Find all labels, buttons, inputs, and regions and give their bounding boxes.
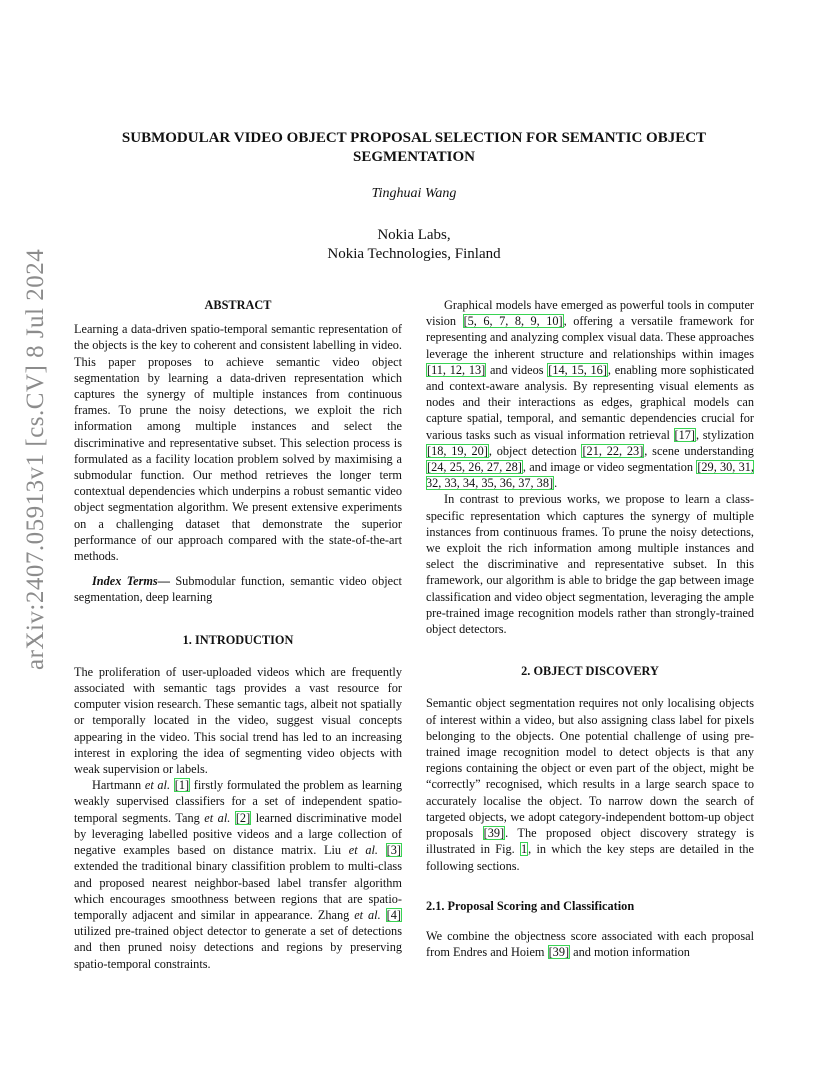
citation-link[interactable]: [5, 6, 7, 8, 9, 10]: [463, 314, 563, 329]
author-name: Tinghuai Wang: [371, 186, 457, 201]
right-column: [426, 297, 754, 960]
title-line-2: SEGMENTATION: [353, 149, 475, 165]
affiliation-line-1: Nokia Labs,: [377, 227, 451, 243]
citation-link[interactable]: [39]: [483, 826, 505, 841]
citation-link[interactable]: [1]: [174, 778, 190, 793]
citation-link[interactable]: [21, 22, 23]: [582, 443, 644, 458]
citation-link[interactable]: [39]: [548, 945, 570, 960]
index-terms: [74, 573, 402, 605]
citation-link[interactable]: [17]: [674, 427, 696, 442]
citation-link[interactable]: [14, 15, 16]: [548, 362, 607, 377]
index-terms-text: Submodular function, semantic video object segmentation, deep learning: [74, 574, 402, 605]
object-discovery-heading: 2. OBJECT DISCOVERY: [521, 664, 659, 679]
object-discovery-paragraph: Semantic object segmentation requires not only localising objects of interest within a video, but also assigning class label for pixels belonging to the objects. One potential challenge of using pre-trained image recognition model to detect objects is that any regions containing the object or even part of the object, might be “correctly” recognised, which results in a large search space to accurately localise the object. To narrow down the search of targeted objects, we adopt category-independent bottom-up object proposals [39]. The proposed object discovery strategy is illustrated in Fig. 1, in which the key steps are detailed in the following sections.: [426, 696, 754, 873]
proposal-scoring-heading: 2.1. Proposal Scoring and Classification: [426, 898, 635, 913]
abstract-text: Learning a data-driven spatio-temporal semantic representation of the objects is the key to coherent and consistent labelling in video. This paper proposes to achieve semantic video object segmentation by learning a data-driven representation which captures the synergy of multiple instances from continuous frames. To prune the noisy detections, we exploit the rich information among multiple instances and select the discriminative and representative subset. This selection process is formulated as a facility location problem solved by maximising a submodular function. Our method retrieves the longer term contextual dependencies which underpins a robust semantic video object segmentation algorithm. We present extensive experiments on a challenging dataset that demonstrate the superior performance of our approach compared with the state-of-the-art methods.: [74, 322, 402, 564]
left-column: [74, 297, 402, 972]
abstract-heading: ABSTRACT: [204, 298, 272, 312]
proposal-scoring-paragraph: We combine the objectness score associated with each proposal from Endres and Hoiem [39] and motion information: [426, 928, 754, 960]
intro-paragraph-1: The proliferation of user-uploaded videos which are frequently associated with semantic tags provides a vast resource for computer vision research. These semantic tags, albeit not spatially or temporally located in the video, suggest visual concepts appearing in the video. This social trend has led to an increasing interest in exploring the idea of segmenting video objects with weak supervision or labels.: [74, 664, 402, 777]
arxiv-identifier: arXiv:2407.05913v1 [cs.CV] 8 Jul 2024: [22, 248, 49, 670]
index-terms-label: Index Terms—: [92, 574, 170, 589]
citation-link[interactable]: [3]: [386, 843, 401, 858]
paper-title: [80, 129, 748, 167]
citation-link[interactable]: [29, 30, 31, 32, 33, 34, 35, 36, 37, 38]: [426, 460, 754, 491]
contrast-paragraph: In contrast to previous works, we propose to learn a class-specific representation which captures the synergy of multiple instances from continuous frames. To prune the noisy detections, we exploit the rich information among multiple instances and select the discriminative and representative subset. In this framework, our algorithm is able to bridge the gap between image classification and video object segmentation, leveraging the ample pre-trained image recognition models rather than strongly-trained object detectors.: [426, 492, 754, 637]
affiliation: [80, 226, 748, 264]
citation-link[interactable]: [4]: [386, 907, 401, 922]
affiliation-line-2: Nokia Technologies, Finland: [327, 246, 501, 262]
intro-paragraph-2: Hartmann et al. [1] firstly formulated the problem as learning weakly supervised classifiers for a set of independent spatio-temporal segments. Tang et al. [2] learned discriminative model by leveraging labelled positive videos and a large collection of negative examples based on distance matrix. Liu et al. [3] extended the traditional binary classifition problem to multi-class and proposed nearest neighbor-based label transfer algorithm which encourages smoothness between regions that are spatio-temporally adjacent and similar in appearance. Zhang et al. [4] utilized pre-trained object detector to generate a set of detections and then pruned noisy detections and regions by preserving spatio-temporal constraints.: [74, 778, 403, 971]
citation-link[interactable]: [24, 25, 26, 27, 28]: [427, 460, 522, 475]
citation-link[interactable]: [2]: [235, 810, 251, 825]
citation-link[interactable]: [11, 12, 13]: [427, 362, 486, 377]
figure-link[interactable]: 1: [520, 842, 528, 857]
citation-link[interactable]: [18, 19, 20]: [427, 443, 488, 458]
title-line-1: SUBMODULAR VIDEO OBJECT PROPOSAL SELECTION FOR SEMANTIC OBJECT: [121, 130, 707, 146]
graphical-models-paragraph: Graphical models have emerged as powerful tools in computer vision [5, 6, 7, 8, 9, 10], offering a versatile framework for representing and analyzing complex visual data. These approaches leverage the inherent structure and relationships within images [11, 12, 13] and videos [14, 15, 16], enabling more sophisticated and context-aware analysis. By representing visual elements as nodes and their interactions as edges, graphical models can capture spatial, temporal, and semantic dependencies crucial for various tasks such as visual information retrieval [17], stylization [18, 19, 20], object detection [21, 22, 23], scene understanding [24, 25, 26, 27, 28], and image or video segmentation [29, 30, 31, 32, 33, 34, 35, 36, 37, 38].: [426, 298, 754, 491]
intro-heading: 1. INTRODUCTION: [182, 632, 294, 647]
